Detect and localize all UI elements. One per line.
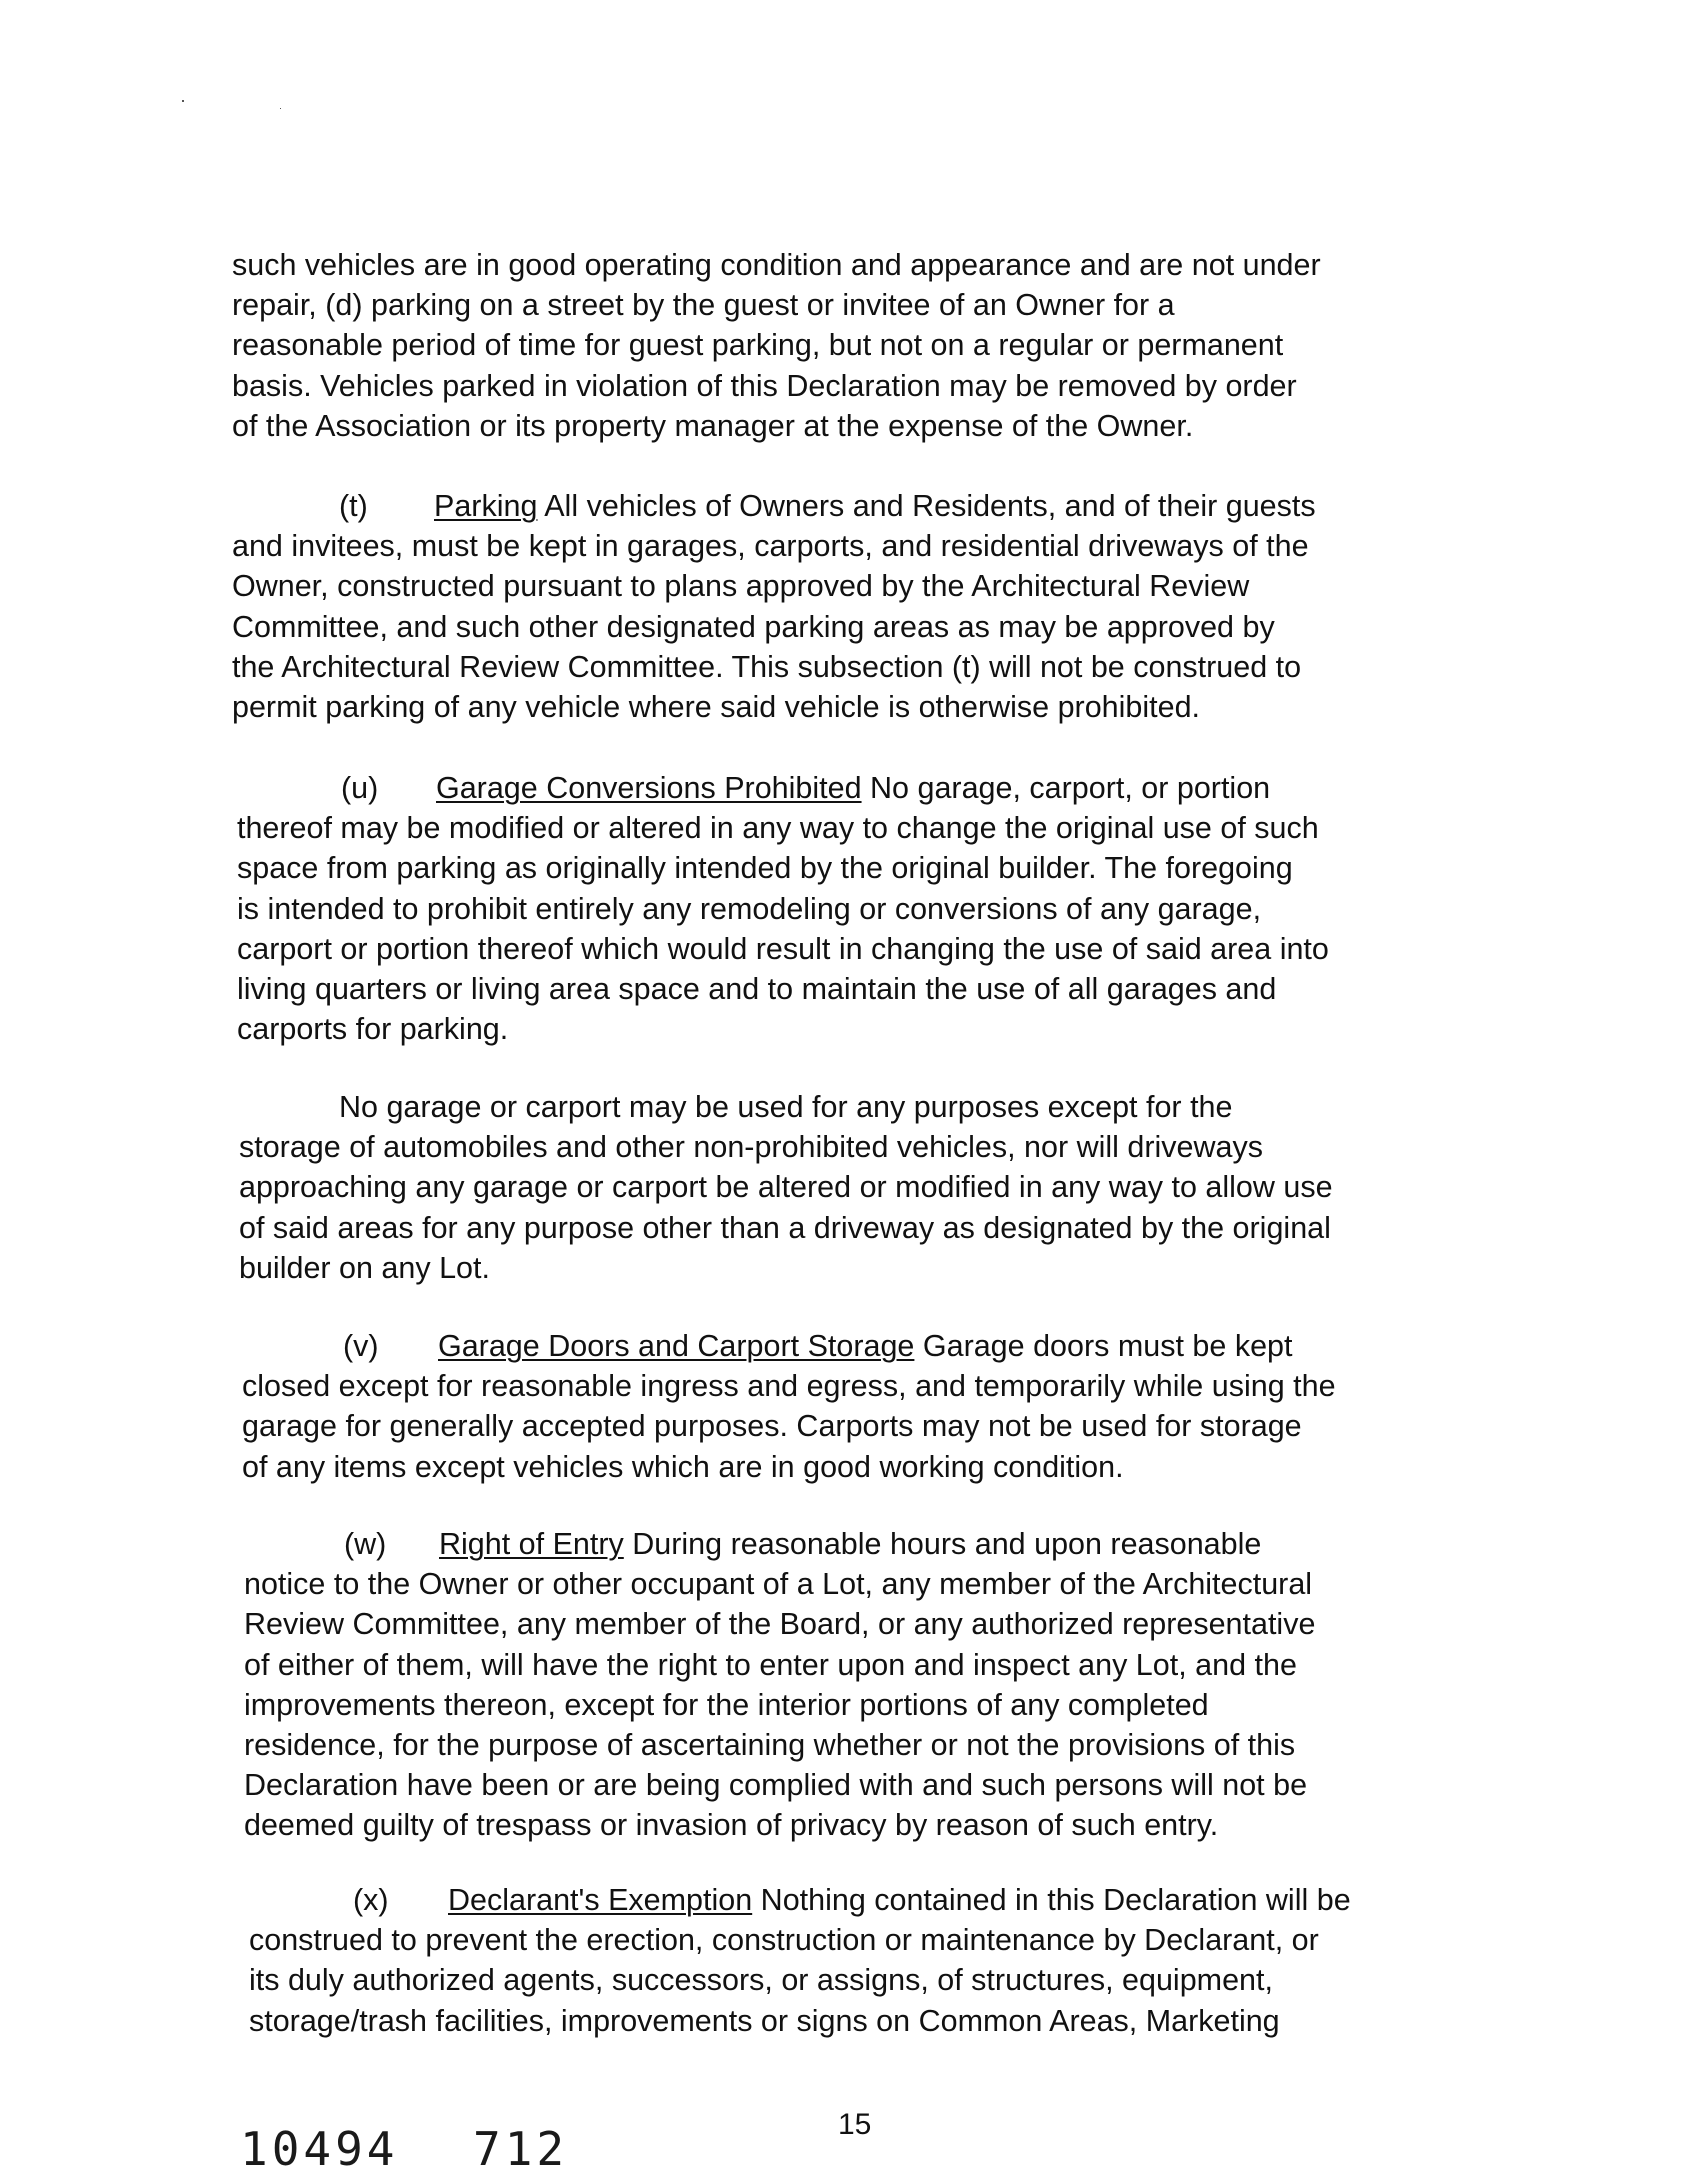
paragraph-continuation [232,245,1438,446]
text-line: builder on any Lot. [239,1250,490,1285]
text-line: improvements thereon, except for the interior portions of any completed [244,1687,1209,1722]
section-first-line-text: Nothing contained in this Declaration will be [752,1883,1351,1917]
section-first-line [244,1524,1454,1564]
text-line: of either of them, will have the right to enter upon and inspect any Lot, and the [244,1647,1297,1682]
paragraph-x-declarants-exemption [249,1880,1459,2041]
section-first-line-text: All vehicles of Owners and Residents, and of their guests [537,489,1316,523]
text-line: garage for generally accepted purposes. Carports may not be used for storage [242,1409,1302,1444]
text-line: Committee, and such other designated parking areas as may be approved by [232,609,1275,644]
paragraph-t-parking [232,486,1440,727]
text-line: of the Association or its property manager at the expense of the Owner. [232,408,1194,443]
text-line: Owner, constructed pursuant to plans approved by the Architectural Review [232,569,1250,604]
record-page-number: 712 [473,2122,569,2176]
section-first-line [232,486,1440,526]
text-line: repair, (d) parking on a street by the guest or invitee of an Owner for a [232,288,1175,323]
text-first-line [239,1087,1447,1127]
text-line: of any items except vehicles which are in good working condition. [242,1449,1124,1484]
text-line: closed except for reasonable ingress and egress, and temporarily while using the [242,1369,1336,1404]
text-line: deemed guilty of trespass or invasion of privacy by reason of such entry. [244,1808,1219,1843]
section-first-line-text: No garage, carport, or portion [861,771,1271,805]
text-line: thereof may be modified or altered in any way to change the original use of such [237,811,1319,846]
section-heading: Garage Conversions Prohibited [436,771,862,805]
text-line: the Architectural Review Committee. This subsection (t) will not be construed to [232,649,1302,684]
page-number: 15 [838,2108,872,2141]
text-line: residence, for the purpose of ascertaining whether or not the provisions of this [244,1728,1296,1763]
section-first-line-text: Garage doors must be kept [914,1329,1293,1363]
text-line: Review Committee, any member of the Board, or any authorized representative [244,1607,1316,1642]
record-book-number: 10494 [240,2122,399,2176]
text-line: Declaration have been or are being complied with and such persons will not be [244,1768,1308,1803]
text-line: permit parking of any vehicle where said vehicle is otherwise prohibited. [232,690,1201,725]
paragraph-u-garage-conversions [237,768,1445,1049]
paragraph-v-garage-doors [242,1326,1450,1487]
text-line: storage/trash facilities, improvements or signs on Common Areas, Marketing [249,2003,1280,2038]
section-first-line [237,768,1445,808]
text-line: living quarters or living area space and to maintain the use of all garages and [237,972,1277,1007]
section-label: (w) [344,1527,387,1561]
text-line: carport or portion thereof which would result in changing the use of said area into [237,931,1329,966]
paragraph-u-continued [239,1087,1447,1288]
section-first-line [249,1880,1459,1920]
text-line: reasonable period of time for guest parking, but not on a regular or permanent [232,328,1284,363]
text-line: carports for parking. [237,1012,509,1047]
text-line: construed to prevent the erection, construction or maintenance by Declarant, or [249,1923,1319,1958]
text-line: and invitees, must be kept in garages, carports, and residential driveways of the [232,529,1309,564]
section-label: (u) [341,771,379,805]
text-line: notice to the Owner or other occupant of a Lot, any member of the Architectural [244,1567,1313,1602]
section-label: (t) [339,489,368,523]
text-first-line-content: No garage or carport may be used for any purposes except for the [339,1090,1233,1124]
section-heading: Parking [434,489,538,523]
text-line: of said areas for any purpose other than a driveway as designated by the original [239,1210,1331,1245]
section-heading: Garage Doors and Carport Storage [438,1329,915,1363]
text-line: basis. Vehicles parked in violation of this Declaration may be removed by order [232,368,1297,403]
section-heading: Declarant's Exemption [448,1883,753,1917]
section-label: (x) [353,1883,389,1917]
scan-speck [182,100,184,102]
section-label: (v) [343,1329,379,1363]
scan-speck [280,108,281,109]
section-first-line-text: During reasonable hours and upon reasonable [623,1527,1262,1561]
section-first-line [242,1326,1450,1366]
paragraph-w-right-of-entry [244,1524,1454,1846]
text-line: approaching any garage or carport be altered or modified in any way to allow use [239,1170,1333,1205]
text-line: space from parking as originally intended by the original builder. The foregoing [237,851,1293,886]
section-heading: Right of Entry [439,1527,624,1561]
text-line: such vehicles are in good operating condition and appearance and are not under [232,248,1321,282]
text-line: is intended to prohibit entirely any remodeling or conversions of any garage, [237,891,1262,926]
text-line: its duly authorized agents, successors, or assigns, of structures, equipment, [249,1963,1273,1998]
text-line: storage of automobiles and other non-prohibited vehicles, nor will driveways [239,1130,1263,1165]
